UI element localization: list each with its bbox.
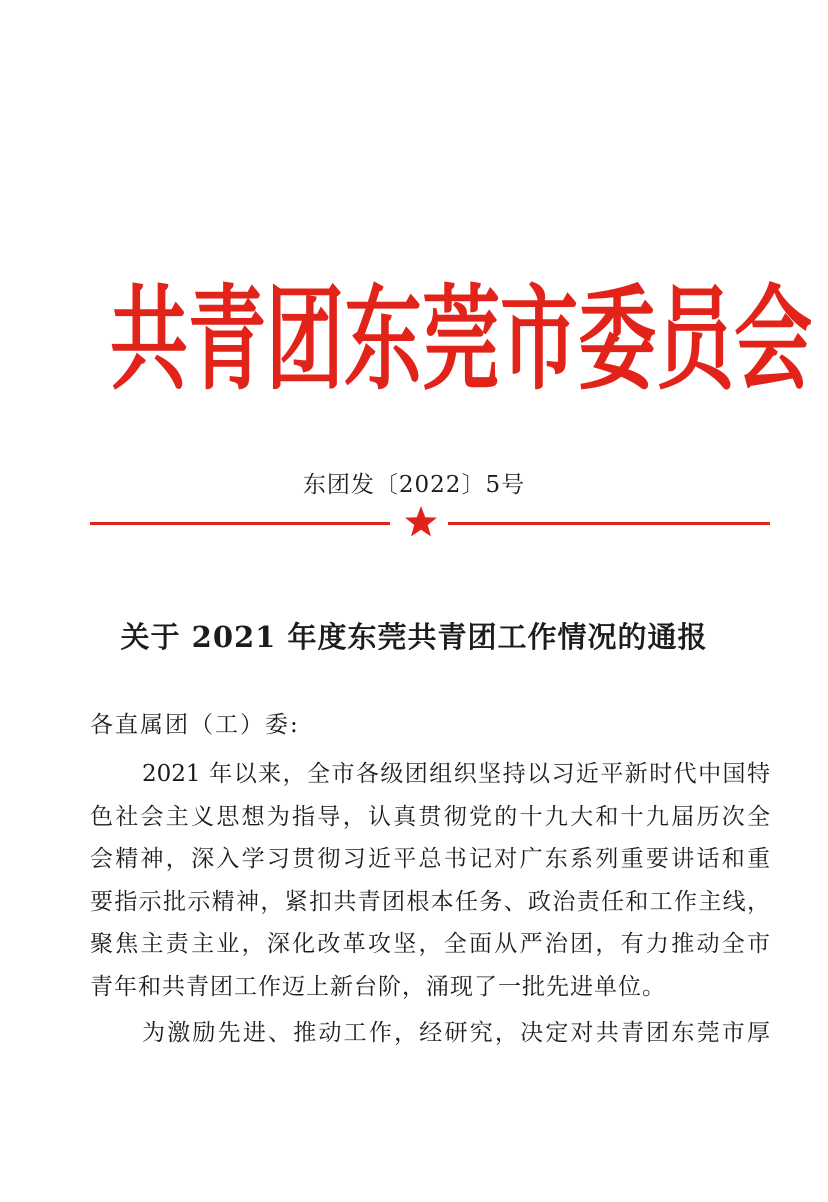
masthead-char: 团 [266, 275, 345, 407]
body-text [90, 753, 770, 1055]
masthead-char: 东 [344, 275, 423, 407]
divider-line-right [448, 522, 770, 525]
masthead-char: 会 [734, 275, 813, 407]
paragraph-1-line: 色社会主义思想为指导，认真贯彻党的十九大和十九届历次全 [90, 803, 770, 830]
salutation: 各直属团（工）委: [90, 712, 300, 738]
masthead-title [110, 275, 813, 407]
document-number: 东团发〔2022〕5号 [302, 472, 526, 498]
red-divider [90, 505, 770, 541]
paragraph-1-line: 要指示批示精神，紧扣共青团根本任务、政治责任和工作主线， [90, 888, 770, 915]
divider-line-left [90, 522, 390, 525]
paragraph-1-line: 青年和共青团工作迈上新台阶，涌现了一批先进单位。 [90, 973, 666, 1000]
paragraph-1-line: 聚焦主责主业，深化改革攻坚，全面从严治团，有力推动全市 [90, 931, 770, 957]
masthead-char: 青 [188, 275, 267, 407]
masthead-char: 莞 [422, 275, 501, 407]
paragraph-1-line: 2021 年以来，全市各级团组织坚持以习近平新时代中国特 [142, 761, 770, 787]
masthead-char: 共 [110, 275, 189, 407]
masthead-char: 员 [656, 275, 735, 407]
masthead-char: 市 [500, 275, 579, 407]
star-icon [404, 505, 438, 539]
document-title: 关于 2021 年度东莞共青团工作情况的通报 [120, 620, 708, 654]
paragraph-1-line: 会精神，深入学习贯彻习近平总书记对广东系列重要讲话和重 [90, 846, 770, 872]
masthead-char: 委 [578, 275, 657, 407]
paragraph-2-line: 为激励先进、推动工作，经研究，决定对共青团东莞市厚 [142, 1020, 770, 1046]
